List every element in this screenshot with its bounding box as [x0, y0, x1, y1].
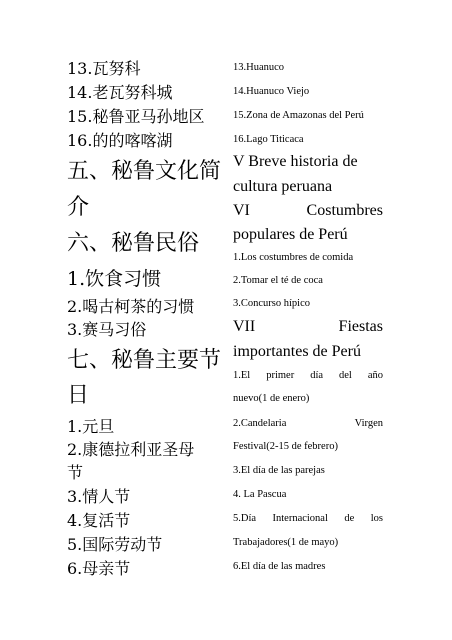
right-heading-7-word-1: VII: [233, 318, 256, 335]
right-festival-1-word-4: del: [339, 370, 352, 381]
right-item-13: 13.Huanuco: [233, 62, 285, 73]
right-heading-6-word-1: VI: [233, 202, 250, 219]
left-custom-2: 2.喝古柯茶的习惯: [67, 297, 195, 316]
right-festival-5-word-1: 5.Día: [233, 513, 257, 524]
left-item-13: 13.瓦努科: [67, 59, 141, 78]
right-festival-2-word-1: 2.Candelaria: [233, 418, 287, 429]
right-heading-7-word-2: Fiestas: [338, 318, 383, 335]
left-festival-4: 4.复活节: [67, 511, 131, 530]
left-festival-1: 1.元旦: [67, 417, 115, 436]
left-item-16: 16.的的喀喀湖: [67, 131, 173, 150]
left-festival-2-line2: 节: [67, 463, 84, 482]
left-heading-7-line1: 七、秘鲁主要节: [67, 348, 222, 373]
right-festival-1-word-5: año: [367, 370, 383, 381]
right-festival-1-line2: nuevo(1 de enero): [233, 393, 310, 404]
right-heading-5-line2: cultura peruana: [233, 178, 333, 195]
right-custom-1: 1.Los costumbres de comida: [233, 252, 354, 263]
left-item-14: 14.老瓦努科城: [67, 83, 173, 102]
right-custom-2: 2.Tomar el té de coca: [233, 275, 323, 286]
left-festival-3: 3.情人节: [67, 487, 131, 506]
left-heading-5-line1: 五、秘鲁文化简: [67, 159, 222, 184]
right-custom-3: 3.Concurso hípico: [233, 298, 310, 309]
left-item-15: 15.秘鲁亚马孙地区: [67, 107, 205, 126]
left-custom-3: 3.赛马习俗: [67, 320, 147, 339]
left-heading-7-line2: 日: [67, 383, 90, 408]
right-festival-3: 3.El día de las parejas: [233, 465, 325, 476]
right-item-16: 16.Lago Titicaca: [233, 134, 304, 145]
right-heading-7-line1: [233, 318, 383, 336]
right-item-14: 14.Huanuco Viejo: [233, 86, 310, 97]
right-heading-6-line2: populares de Perú: [233, 226, 348, 243]
right-festival-5-word-3: de: [344, 513, 355, 524]
right-item-15: 15.Zona de Amazonas del Perú: [233, 110, 364, 121]
right-festival-2-line2: Festival(2-15 de febrero): [233, 441, 338, 452]
right-heading-5-line1: V Breve historia de: [233, 153, 358, 170]
left-custom-1: 1.饮食习惯: [67, 268, 162, 290]
right-festival-5-word-4: los: [370, 513, 383, 524]
right-festival-1-line1: [233, 370, 383, 381]
right-heading-7-line2: importantes de Perú: [233, 343, 361, 360]
left-festival-5: 5.国际劳动节: [67, 535, 163, 554]
left-heading-5-line2: 介: [67, 195, 90, 220]
right-festival-2-word-2: Virgen: [354, 418, 383, 429]
left-festival-2-line1: 2.康德拉利亚圣母: [67, 440, 195, 459]
right-festival-5-line1: [233, 513, 383, 524]
right-festival-5-word-2: Internacional: [272, 513, 328, 524]
right-heading-6-word-2: Costumbres: [306, 202, 383, 219]
right-festival-4: 4. La Pascua: [233, 489, 287, 500]
right-festival-1-word-2: primer: [266, 370, 295, 381]
right-festival-6: 6.El día de las madres: [233, 561, 326, 572]
left-festival-6: 6.母亲节: [67, 559, 131, 578]
right-festival-1-word-3: día: [310, 370, 324, 381]
right-heading-6-line1: [233, 202, 383, 220]
right-festival-2-line1: [233, 418, 383, 429]
right-festival-5-line2: Trabajadores(1 de mayo): [233, 537, 339, 548]
left-heading-6: 六、秘鲁民俗: [67, 231, 200, 256]
right-festival-1-word-1: 1.El: [233, 370, 251, 381]
